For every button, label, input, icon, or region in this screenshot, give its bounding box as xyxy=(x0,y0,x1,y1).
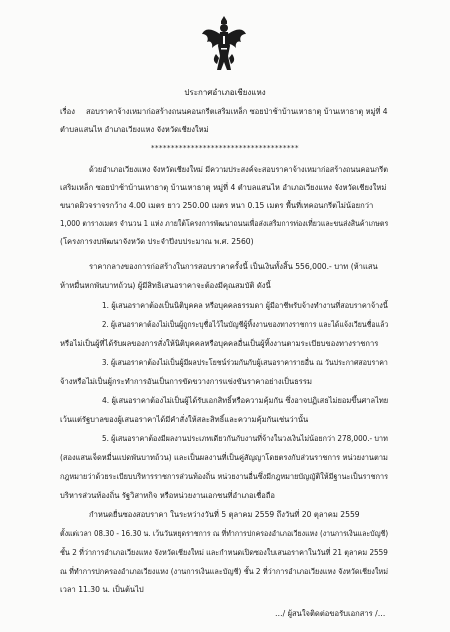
body-line: ชั้น 2 ที่ว่าการอำเภอเวียงแหง จังหวัดเชียงใหม่ และกำหนดเปิดซองใบเสนอราคาในวันที่ 21 ตุลาคม 2559 xyxy=(60,548,388,557)
continuation-note: …/ ผู้สนใจติดต่อขอรับเอกสาร /… xyxy=(275,609,386,618)
subject-label: เรื่อง xyxy=(60,107,75,116)
subject-line-2: ตำบลแสนไห อำเภอเวียงแหง จังหวัดเชียงใหม่ xyxy=(60,125,209,134)
body-line: จ้างหรือไม่เป็นผู้กระทำการอันเป็นการขัดขวางการแข่งขันราคาอย่างเป็นธรรม xyxy=(60,377,312,386)
qualification-item: 3. ผู้เสนอราคาต้องไม่เป็นผู้มีผลประโยชน์ร่วมกันกับผู้เสนอราคารายอื่น ณ วันประกาศสอบราคา xyxy=(102,358,388,367)
body-line: ห้าหมื่นหกพันบาทถ้วน) ผู้มีสิทธิเสนอราคาจะต้องมีคุณสมบัติ ดังนี้ xyxy=(60,281,271,290)
body-line: (โครงการงบพัฒนาจังหวัด ประจำปีงบประมาณ พ.ศ. 2560) xyxy=(60,237,254,246)
qualification-item: 4. ผู้เสนอราคาต้องไม่เป็นผู้ได้รับเอกสิทธิ์หรือความคุ้มกัน ซึ่งอาจปฏิเสธไม่ยอมขึ้นศาลไทย xyxy=(102,396,389,405)
body-line: ด้วยอำเภอเวียงแหง จังหวัดเชียงใหม่ มีความประสงค์จะสอบราคาจ้างเหมาก่อสร้างถนนคอนกรีต xyxy=(89,165,388,174)
body-line: กฎหมายว่าด้วยระเบียบบริหารราชการส่วนท้องถิ่น หน่วยงานอื่นซึ่งมีกฎหมายบัญญัติให้มีฐานะเป็นราชการ xyxy=(60,472,389,481)
body-line: ณ ที่ทำการปกครองอำเภอเวียงแหง (งานการเงินและบัญชี) ชั้น 2 ที่ว่าการอำเภอเวียงแหง จังหวัดเชียงใหม่ xyxy=(60,567,389,576)
body-line: กำหนดยื่นซองสอบราคา ในระหว่างวันที่ 5 ตุลาคม 2559 ถึงวันที่ 20 ตุลาคม 2559 xyxy=(89,510,360,519)
body-line: หรือไม่เป็นผู้ที่ได้รับผลของการสั่งให้นิติบุคคลหรือบุคคลอื่นเป็นผู้ทิ้งงานตามระเบียบของทางราชการ xyxy=(60,339,379,348)
qualification-item: 5. ผู้เสนอราคาต้องมีผลงานประเภทเดียวกันกับงานที่จ้างในวงเงินไม่น้อยกว่า 278,000.- บาท xyxy=(102,434,388,443)
body-line: บริหารส่วนท้องถิ่น รัฐวิสาหกิจ หรือหน่วยงานเอกชนที่อำเภอเชื่อถือ xyxy=(60,491,275,500)
subject-line-1: สอบราคาจ้างเหมาก่อสร้างถนนคอนกรีตเสริมเหล็ก ซอยป่าช้าบ้านเหาธาตุ บ้านเหาธาตุ หมู่ที่ 4 xyxy=(86,107,388,116)
body-line: เสริมเหล็ก ซอยป่าช้าบ้านเหาธาตุ บ้านเหาธาตุ หมู่ที่ 4 ตำบลแสนไห อำเภอเวียงแหง จังหวัดเชียงใหม่ xyxy=(60,183,387,192)
body-line: ราคากลางของการก่อสร้างในการสอบราคาครั้งนี้ เป็นเงินทั้งสิ้น 556,000.- บาท (ห้าแสน xyxy=(89,262,378,271)
body-line: 1,000 ตารางเมตร จำนวน 1 แห่ง ภายใต้โครงการพัฒนาถนนเพื่อส่งเสริมการท่องเที่ยวและขนส่งสินค้าเกษตร xyxy=(60,219,389,228)
body-line: ขนาดผิวจราจรกว้าง 4.00 เมตร ยาว 250.00 เมตร หนา 0.15 เมตร พื้นที่เทคอนกรีตไม่น้อยกว่า xyxy=(60,201,374,210)
body-line: เว้นแต่รัฐบาลของผู้เสนอราคาได้มีคำสั่งให้สละสิทธิ์และความคุ้มกันเช่นว่านั้น xyxy=(60,415,309,424)
body-line: เวลา 11.30 น. เป็นต้นไป xyxy=(60,585,144,594)
garuda-emblem-icon xyxy=(201,14,247,72)
qualification-item: 2. ผู้เสนอราคาต้องไม่เป็นผู้ถูกระบุชื่อไว้ในบัญชีผู้ทิ้งงานของทางราชการ และได้แจ้งเวียนชื่อแล้ว xyxy=(102,320,389,329)
qualification-item: 1. ผู้เสนอราคาต้องเป็นนิติบุคคล หรือบุคคลธรรมดา ผู้มีอาชีพรับจ้างทำงานที่สอบราคาจ้างนี้ xyxy=(102,301,388,310)
body-line: ตั้งแต่เวลา 08.30 - 16.30 น. เว้นวันหยุดราชการ ณ ที่ทำการปกครองอำเภอเวียงแหง (งานการเงินและบัญชี) xyxy=(60,529,389,538)
body-line: (สองแสนเจ็ดหมื่นแปดพันบาทถ้วน) และเป็นผลงานที่เป็นคู่สัญญาโดยตรงกับส่วนราชการ หน่วยงานตาม xyxy=(60,453,388,462)
separator-line: ************************************* xyxy=(151,144,299,152)
document-title: ประกาศอำเภอเชียงแหง xyxy=(184,88,266,97)
